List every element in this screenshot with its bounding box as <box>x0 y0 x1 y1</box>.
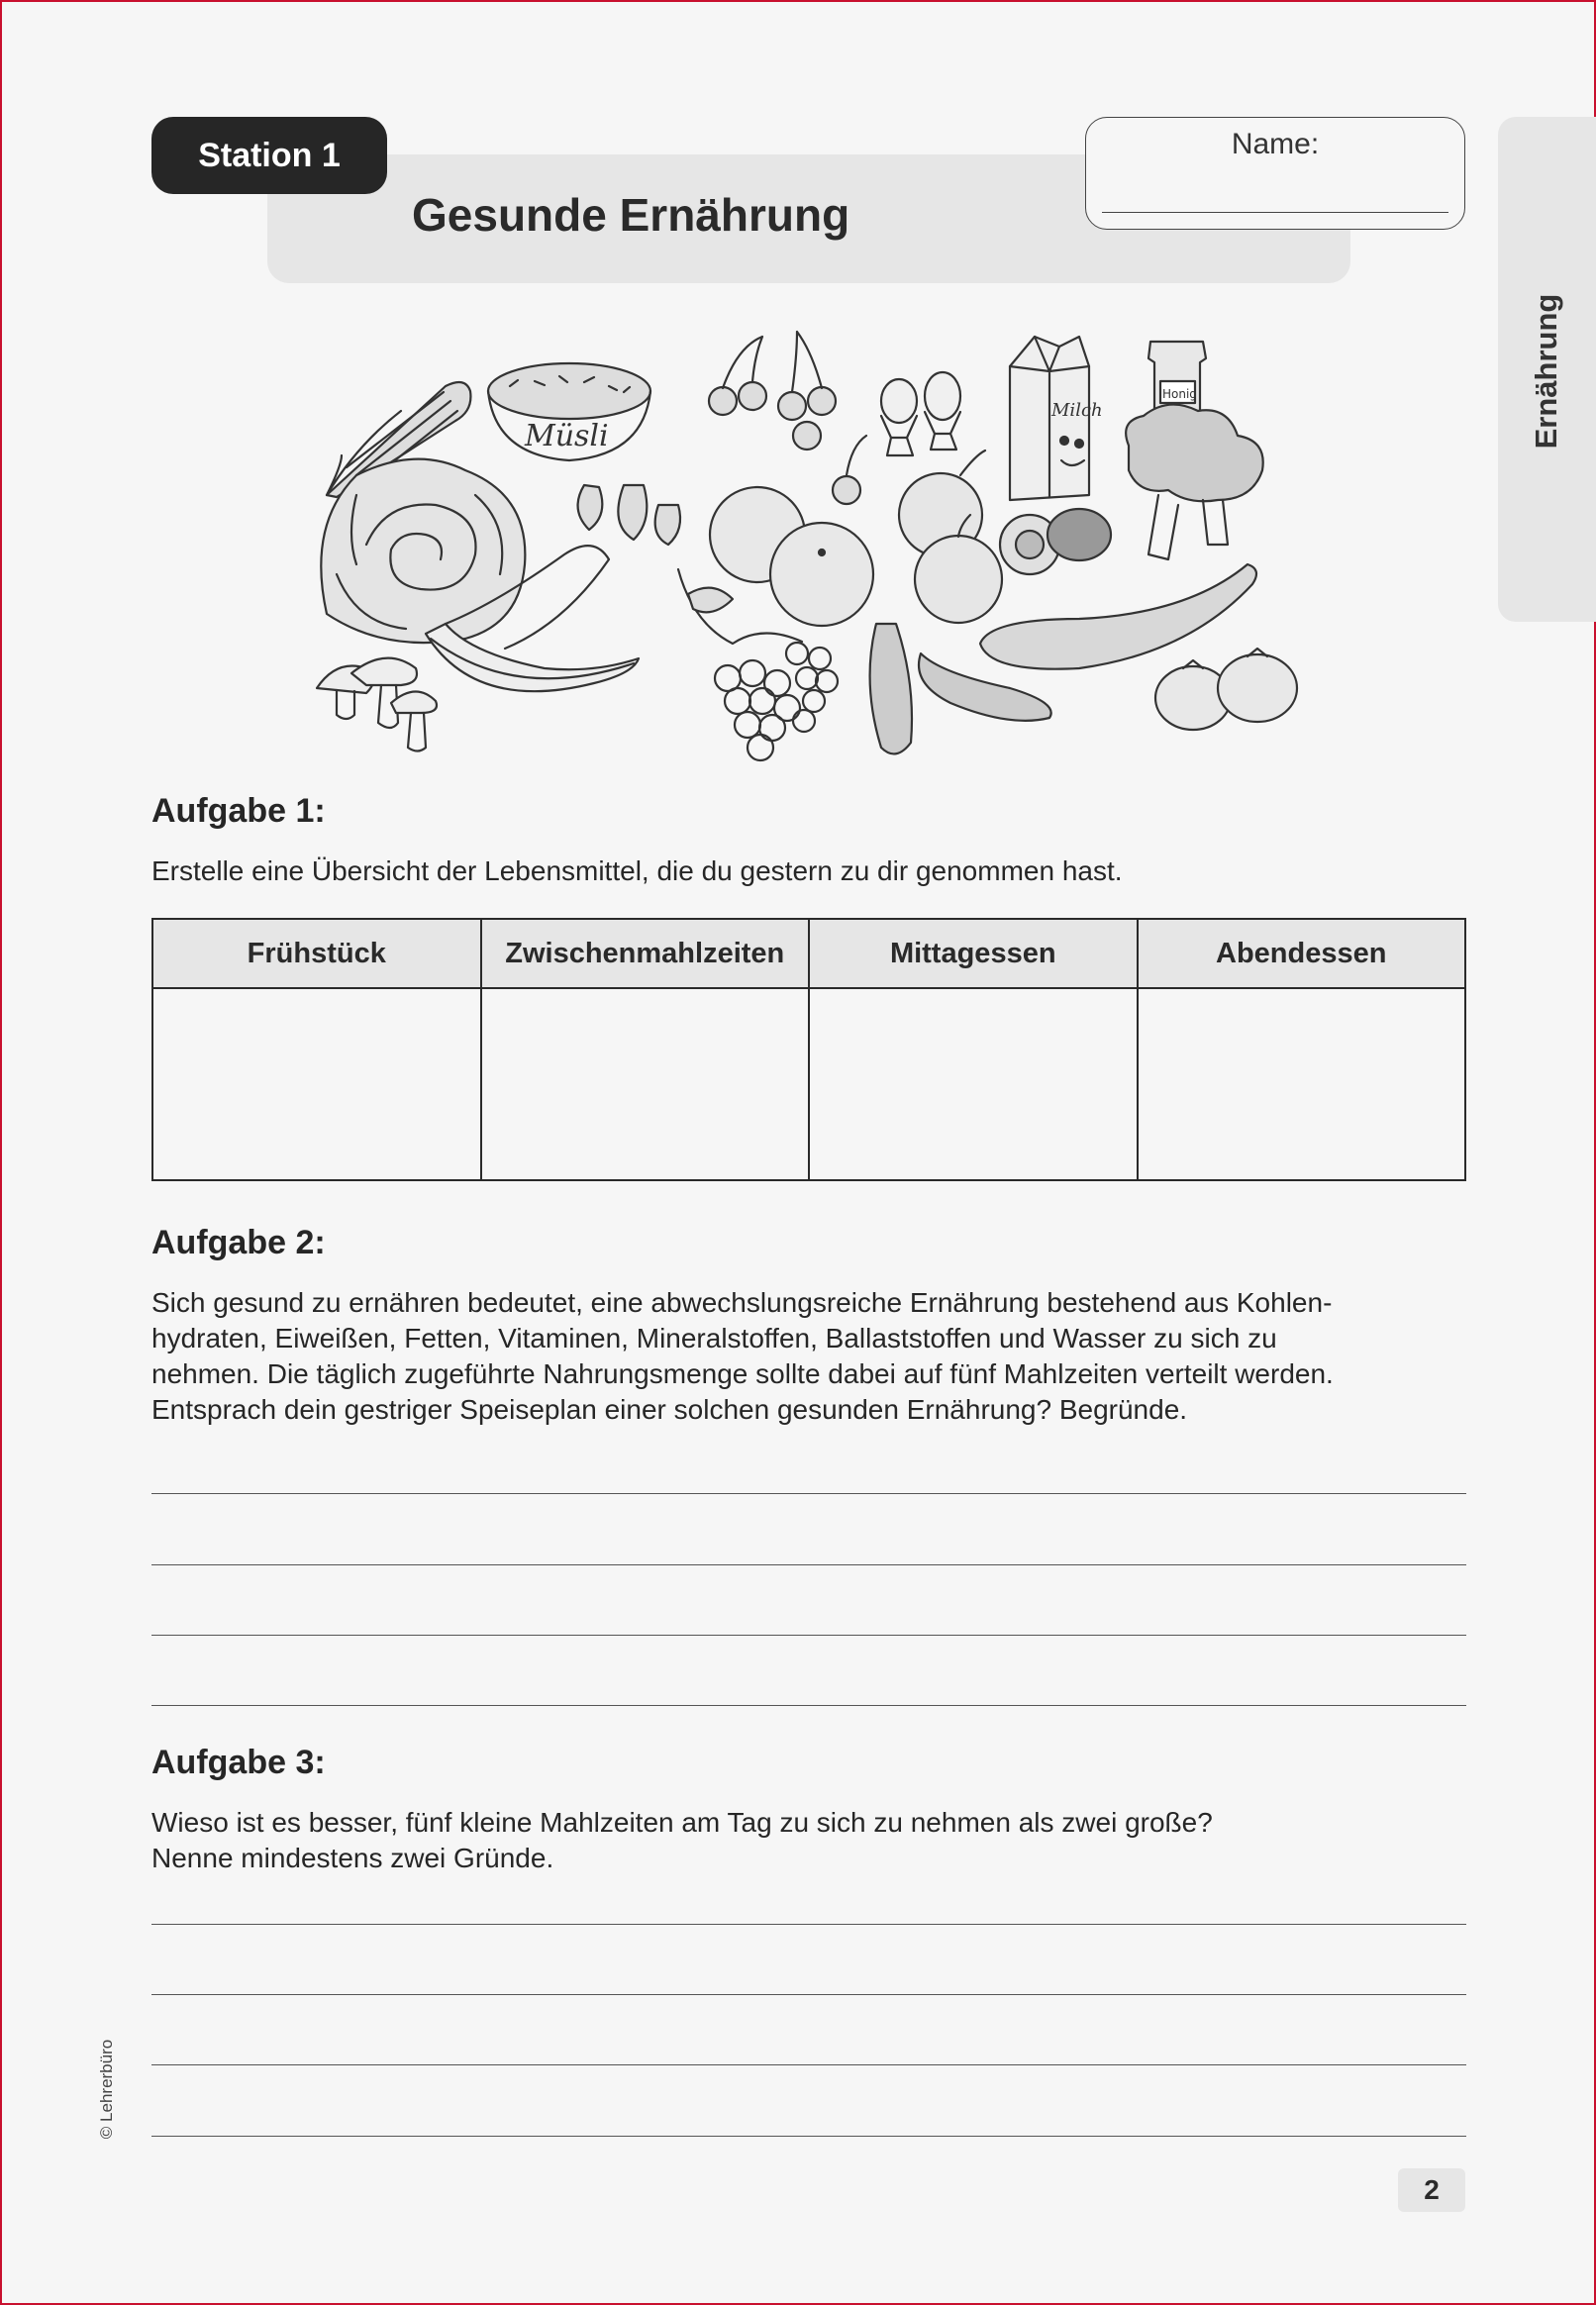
task1-text: Erstelle eine Übersicht der Lebensmittel, die du gestern zu dir genommen hast. <box>151 855 1123 886</box>
table-header-fruehstueck: Frühstück <box>152 919 481 988</box>
mushroom-icon <box>317 658 437 752</box>
meal-overview-table <box>151 918 1466 1181</box>
task2-answer-line[interactable] <box>151 1705 1466 1706</box>
name-label: Name: <box>1231 128 1320 160</box>
table-cell-fruehstueck[interactable] <box>152 988 481 1180</box>
orange-icon <box>710 487 873 626</box>
task1-heading: Aufgabe 1: <box>151 792 326 830</box>
task2-text-line: Entsprach dein gestriger Speiseplan einer solchen gesunden Ernährung? Begründe. <box>151 1394 1188 1425</box>
task2-answer-line[interactable] <box>151 1564 1466 1565</box>
task3-answer-line[interactable] <box>151 2136 1466 2137</box>
table-header-zwischenmahlzeiten: Zwischenmahlzeiten <box>481 919 810 988</box>
name-box <box>1085 117 1465 230</box>
task3-answer-line[interactable] <box>151 1994 1466 1995</box>
cucumber-icon <box>980 564 1256 669</box>
task3-text-line: Nenne mindestens zwei Gründe. <box>151 1843 554 1873</box>
task2-answer-line[interactable] <box>151 1493 1466 1494</box>
food-illustration <box>297 327 1317 762</box>
page-title: Gesunde Ernährung <box>412 189 850 241</box>
kiwi-icon <box>1000 509 1111 574</box>
task3-answer-line[interactable] <box>151 1924 1466 1925</box>
muesli-label: Müsli <box>525 419 609 453</box>
task3-text <box>151 1805 1478 1876</box>
table-cell-zwischenmahlzeiten[interactable] <box>481 988 810 1180</box>
egg-icon <box>881 372 960 455</box>
tomato-icon <box>1155 649 1297 730</box>
name-write-line[interactable] <box>1102 212 1448 213</box>
task2-text-line: Sich gesund zu ernähren bedeutet, eine abwechslungsreiche Ernährung bestehend aus Kohlen- <box>151 1287 1333 1318</box>
task2-text-line: hydraten, Eiweißen, Fetten, Vitaminen, Mineralstoffen, Ballaststoffen und Wasser zu sich zu <box>151 1323 1277 1353</box>
copyright-notice: © Lehrerbüro <box>97 2039 116 2140</box>
apple-icon <box>899 451 1002 623</box>
page-number: 2 <box>1398 2168 1465 2212</box>
strawberry-icon <box>578 485 680 545</box>
task2-text <box>151 1285 1478 1428</box>
task3-heading: Aufgabe 3: <box>151 1744 326 1781</box>
table-header-abendessen: Abendessen <box>1138 919 1466 988</box>
task3-text-line: Wieso ist es besser, fünf kleine Mahlzeiten am Tag zu sich zu nehmen als zwei große? <box>151 1807 1213 1838</box>
milk-label: Milch <box>1051 400 1103 421</box>
task2-answer-line[interactable] <box>151 1635 1466 1636</box>
cherry-icon <box>709 332 866 504</box>
broccoli-icon <box>1126 405 1263 559</box>
table-cell-mittagessen[interactable] <box>809 988 1138 1180</box>
task3-answer-line[interactable] <box>151 2064 1466 2065</box>
station-badge: Station 1 <box>151 117 387 194</box>
table-header-mittagessen: Mittagessen <box>809 919 1138 988</box>
task2-text-line: nehmen. Die täglich zugeführte Nahrungsmenge sollte dabei auf fünf Mahlzeiten verteilt werden. <box>151 1358 1334 1389</box>
honey-label: Honig <box>1162 387 1197 401</box>
table-cell-abendessen[interactable] <box>1138 988 1466 1180</box>
side-tab-label: Ernährung <box>1529 293 1563 450</box>
cabbage-icon <box>321 459 525 643</box>
task2-heading: Aufgabe 2: <box>151 1224 326 1261</box>
